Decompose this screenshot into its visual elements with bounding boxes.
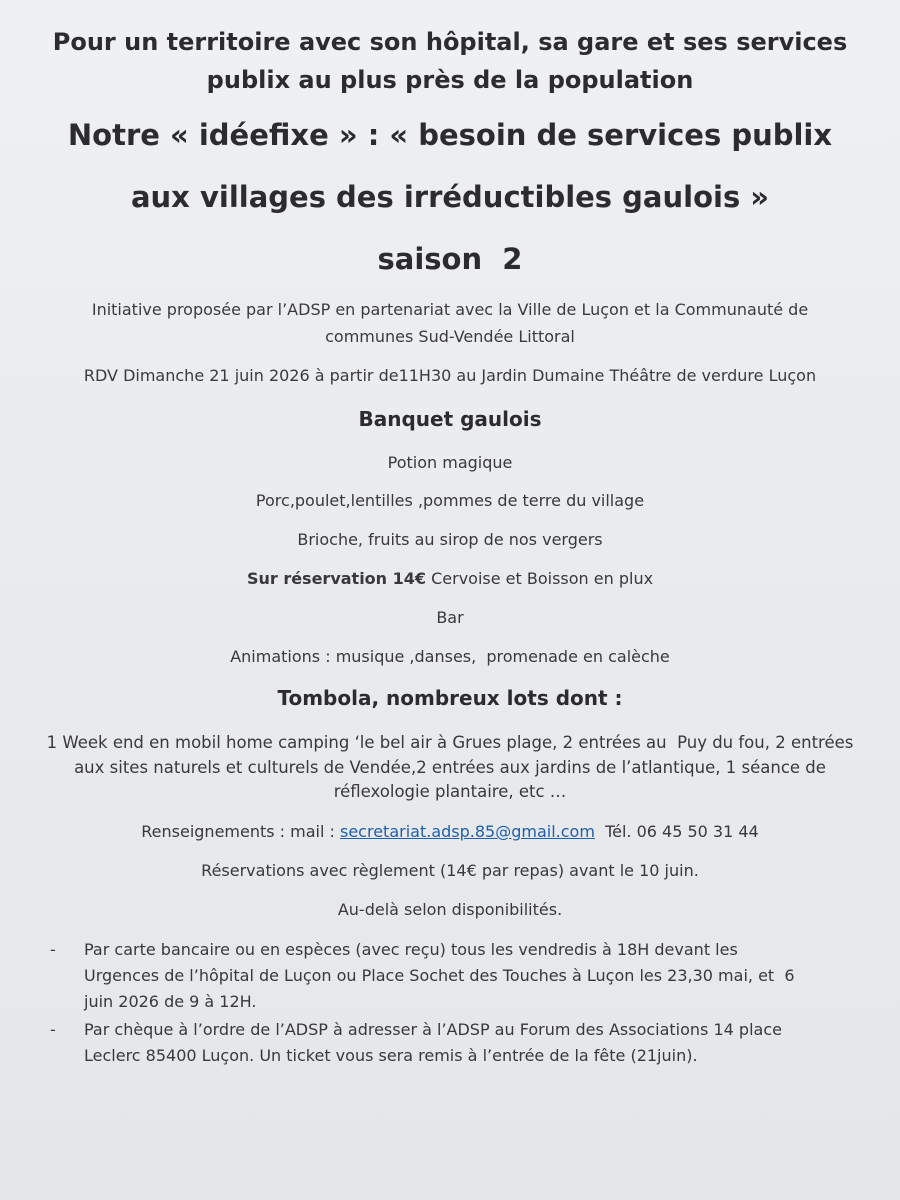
bullet-dash: - — [50, 940, 56, 959]
initiative-line-2: communes Sud-Vendée Littoral — [325, 327, 575, 346]
contact-phone: Tél. 06 45 50 31 44 — [594, 822, 759, 841]
tombola-line-1: 1 Week end en mobil home camping ‘le bel air à Grues plage, 2 entrées au Puy du fou, 2 entrées — [46, 733, 854, 752]
bullet-dash: - — [50, 1020, 56, 1039]
contact-email-link[interactable]: secretariat.adsp.85@gmail.com — [340, 822, 595, 841]
payment-option-1-line-1: Par carte bancaire ou en espèces (avec reçu) tous les vendredis à 18H devant les — [84, 940, 738, 959]
contact-label: Renseignements : mail : — [141, 822, 340, 841]
header-line-2: publix au plus près de la population — [206, 66, 694, 94]
reservations-line: Réservations avec règlement (14€ par repas) avant le 10 juin. — [201, 861, 699, 880]
tombola-title: Tombola, nombreux lots dont : — [277, 686, 623, 710]
reservation-price-rest: Cervoise et Boisson en plux — [426, 569, 654, 588]
title-season: saison 2 — [377, 242, 523, 276]
initiative-line-1: Initiative proposée par l’ADSP en partenariat avec la Ville de Luçon et la Communauté de — [91, 300, 809, 319]
tombola-line-3: réflexologie plantaire, etc … — [333, 782, 567, 801]
payment-option-2-line-1: Par chèque à l’ordre de l’ADSP à adresser à l’ADSP au Forum des Associations 14 place — [84, 1020, 782, 1039]
payment-option-card-cash — [50, 937, 850, 1015]
animations-line: Animations : musique ,danses, promenade en calèche — [230, 647, 670, 666]
payment-option-1-line-2: Urgences de l’hôpital de Luçon ou Place Sochet des Touches à Luçon les 23,30 mai, et 6 — [84, 966, 795, 985]
payment-option-1-line-3: juin 2026 de 9 à 12H. — [84, 992, 257, 1011]
rdv-line: RDV Dimanche 21 juin 2026 à partir de11H30 au Jardin Dumaine Théâtre de verdure Luçon — [83, 366, 817, 385]
banquet-title: Banquet gaulois — [358, 407, 542, 431]
menu-item-potion: Potion magique — [387, 453, 513, 472]
payment-option-cheque — [50, 1017, 850, 1069]
reservation-price-bold: Sur réservation 14€ — [246, 569, 427, 588]
availability-line: Au-delà selon disponibilités. — [337, 900, 563, 919]
title-line-1: Notre « idéefixe » : « besoin de services publix — [67, 118, 833, 152]
payment-option-2-line-2: Leclerc 85400 Luçon. Un ticket vous sera remis à l’entrée de la fête (21juin). — [84, 1046, 698, 1065]
reservation-price-line — [0, 569, 900, 588]
title-line-2: aux villages des irréductibles gaulois » — [130, 180, 770, 214]
payment-options-list — [50, 937, 850, 1071]
tombola-line-2: aux sites naturels et culturels de Vendée,2 entrées aux jardins de l’atlantique, 1 séance de — [74, 758, 826, 777]
contact-line — [0, 822, 900, 841]
bar-line: Bar — [436, 608, 464, 627]
header-line-1: Pour un territoire avec son hôpital, sa gare et ses services — [52, 28, 848, 56]
menu-item-dessert: Brioche, fruits au sirop de nos vergers — [297, 530, 603, 549]
menu-item-meats: Porc,poulet,lentilles ,pommes de terre du village — [255, 491, 645, 510]
